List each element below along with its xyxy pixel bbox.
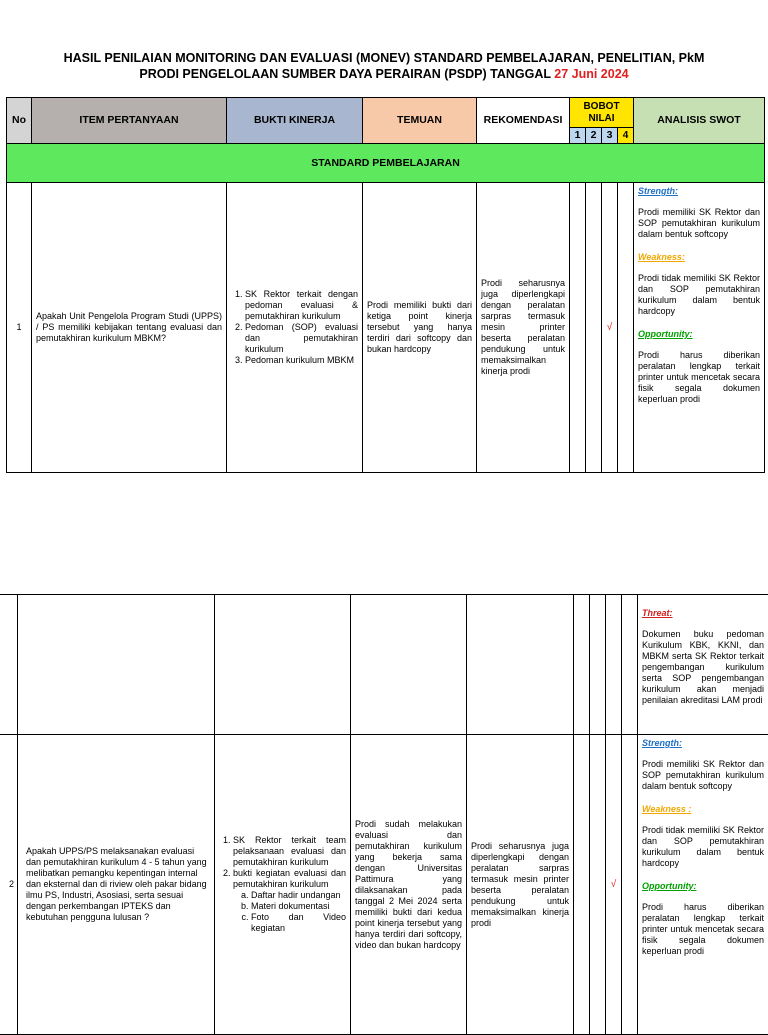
temuan: Prodi sudah melakukan evaluasi dan pemutakhiran kurikulum yang bekerja sama dengan Universitas Pattimura yang dilaksanakan pada tanggal 2 Mei 2024 serta memiliki bukti dari kedua point kinerja tersebut yang hanya terdiri dari softcopy, video dan bukan hardcopy — [351, 735, 467, 1035]
bukti-item: 3. Pedoman kurikulum MBKM — [245, 355, 358, 366]
bukti-item-text: bukti kegiatan evaluasi dan pemutakhiran kurikulum — [233, 868, 346, 889]
bobot-check-mark: √ — [602, 183, 618, 473]
bobot-cell-4 — [618, 183, 634, 473]
header-bobot-3: 3 — [602, 128, 618, 144]
bobot-cell-2 — [590, 595, 606, 735]
item-empty — [18, 595, 215, 735]
title-line-2-text: PRODI PENGELOLAAN SUMBER DAYA PERAIRAN (PSDP) TANGGAL — [139, 67, 550, 81]
swot-opportunity-label: Opportunity: — [642, 881, 764, 892]
bobot-cell-1 — [574, 735, 590, 1035]
document-title — [0, 50, 768, 82]
header-bobot-2: 2 — [586, 128, 602, 144]
header-bobot-1: 1 — [570, 128, 586, 144]
bobot-cell-4 — [622, 735, 638, 1035]
bukti-item: 2. Pedoman (SOP) evaluasi dan pemutakhiran kurikulum — [245, 322, 358, 355]
header-bobot-nilai: BOBOT NILAI — [570, 98, 634, 128]
header-rekomendasi: REKOMENDASI — [477, 98, 570, 144]
analisis-swot — [634, 183, 765, 473]
title-line-2 — [0, 66, 768, 82]
bobot-cell-2 — [590, 735, 606, 1035]
title-date: 27 Juni 2024 — [554, 67, 628, 81]
item-pertanyaan: Apakah UPPS/PS melaksanakan evaluasi dan pemutakhiran kurikulum 4 - 5 tahun yang melibatkan pemangku kepentingan internal dan eksternal dan di riview oleh pakar bidang ilmu PS, Industri, Asosiasi, serta sesuai dengan perkembangan IPTEKS dan kebutuhan pengguna lulusan ? — [18, 735, 215, 1035]
table-row — [0, 735, 768, 1035]
swot-weakness-label: Weakness: — [638, 252, 760, 263]
monev-table-page-1 — [6, 97, 765, 473]
rekomendasi-empty — [467, 595, 574, 735]
bukti-item: 1. SK Rektor terkait dengan pedoman evaluasi & pemutakhiran kurikulum — [245, 289, 358, 322]
bukti-item: 1. SK Rektor terkait team pelaksanaan evaluasi dan pemutakhiran kurikulum — [233, 835, 346, 868]
swot-strength-text: Prodi memiliki SK Rektor dan SOP pemutakhiran kurikulum dalam bentuk softcopy — [638, 207, 760, 240]
swot-strength-label: Strength: — [638, 186, 760, 197]
header-analisis-swot: ANALISIS SWOT — [634, 98, 765, 144]
analisis-swot-threat — [638, 595, 768, 735]
swot-opportunity-text: Prodi harus diberikan peralatan lengkap terkait printer untuk mencetak secara fisik segala dokumen keperluan prodi — [638, 350, 760, 405]
swot-strength-label: Strength: — [642, 738, 764, 749]
bobot-cell-3 — [606, 595, 622, 735]
bukti-kinerja — [227, 183, 363, 473]
bukti-item — [233, 868, 346, 934]
analisis-swot — [638, 735, 768, 1035]
row-number: 2 — [0, 735, 18, 1035]
row-number-empty — [0, 595, 18, 735]
rekomendasi: Prodi seharusnya juga diperlengkapi dengan peralatan sarpras termasuk mesin printer beserta peralatan pendukung untuk memaksimalkan kinerja prodi — [477, 183, 570, 473]
swot-threat-label: Threat: — [642, 608, 764, 619]
swot-weakness-text: Prodi tidak memiliki SK Rektor dan SOP pemutakhiran kurikulum dalam bentuk hardcopy — [642, 825, 764, 869]
bobot-cell-4 — [622, 595, 638, 735]
bukti-sub-item: a. Daftar hadir undangan — [251, 890, 346, 901]
bobot-cell-1 — [570, 183, 586, 473]
bobot-cell-2 — [586, 183, 602, 473]
swot-weakness-label: Weakness : — [642, 804, 764, 815]
bukti-kinerja — [215, 735, 351, 1035]
temuan: Prodi memiliki bukti dari ketiga point kinerja tersebut yang hanya terdiri dari softcopy dan bukan hardcopy — [363, 183, 477, 473]
table-row — [7, 183, 765, 473]
item-pertanyaan: Apakah Unit Pengelola Program Studi (UPPS) / PS memiliki kebijakan tentang evaluasi dan pemutakhiran kurikulum MBKM? — [32, 183, 227, 473]
header-bukti-kinerja: BUKTI KINERJA — [227, 98, 363, 144]
bobot-check-mark: √ — [606, 735, 622, 1035]
table-row-continuation — [0, 595, 768, 735]
section-standard-pembelajaran: STANDARD PEMBELAJARAN — [7, 144, 765, 183]
swot-strength-text: Prodi memiliki SK Rektor dan SOP pemutakhiran kurikulum dalam bentuk softcopy — [642, 759, 764, 792]
swot-weakness-text: Prodi tidak memiliki SK Rektor dan SOP pemutakhiran kurikulum dalam bentuk hardcopy — [638, 273, 760, 317]
swot-opportunity-label: Opportunity: — [638, 329, 760, 340]
bukti-empty — [215, 595, 351, 735]
title-line-1: HASIL PENILAIAN MONITORING DAN EVALUASI (MONEV) STANDARD PEMBELAJARAN, PENELITIAN, PkM — [0, 50, 768, 66]
swot-threat-text: Dokumen buku pedoman Kurikulum KBK, KKNI, dan MBKM serta SK Rektor terkait pengembangan kurikulum serta SOP pengembangan kurikulum akan menjadi penilaian akreditasi LAM prodi — [642, 629, 764, 706]
row-number: 1 — [7, 183, 32, 473]
bukti-sub-item: c. Foto dan Video kegiatan — [251, 912, 346, 934]
header-bobot-4: 4 — [618, 128, 634, 144]
bobot-cell-1 — [574, 595, 590, 735]
header-item-pertanyaan: ITEM PERTANYAAN — [32, 98, 227, 144]
bukti-sub-item: b. Materi dokumentasi — [251, 901, 346, 912]
monev-table-page-2 — [0, 594, 768, 1035]
header-temuan: TEMUAN — [363, 98, 477, 144]
temuan-empty — [351, 595, 467, 735]
header-no: No — [7, 98, 32, 144]
swot-opportunity-text: Prodi harus diberikan peralatan lengkap terkait printer untuk mencetak secara fisik segala dokumen keperluan prodi — [642, 902, 764, 957]
rekomendasi: Prodi seharusnya juga diperlengkapi dengan peralatan sarpras termasuk mesin printer beserta peralatan pendukung untuk memaksimalkan kinerja prodi — [467, 735, 574, 1035]
